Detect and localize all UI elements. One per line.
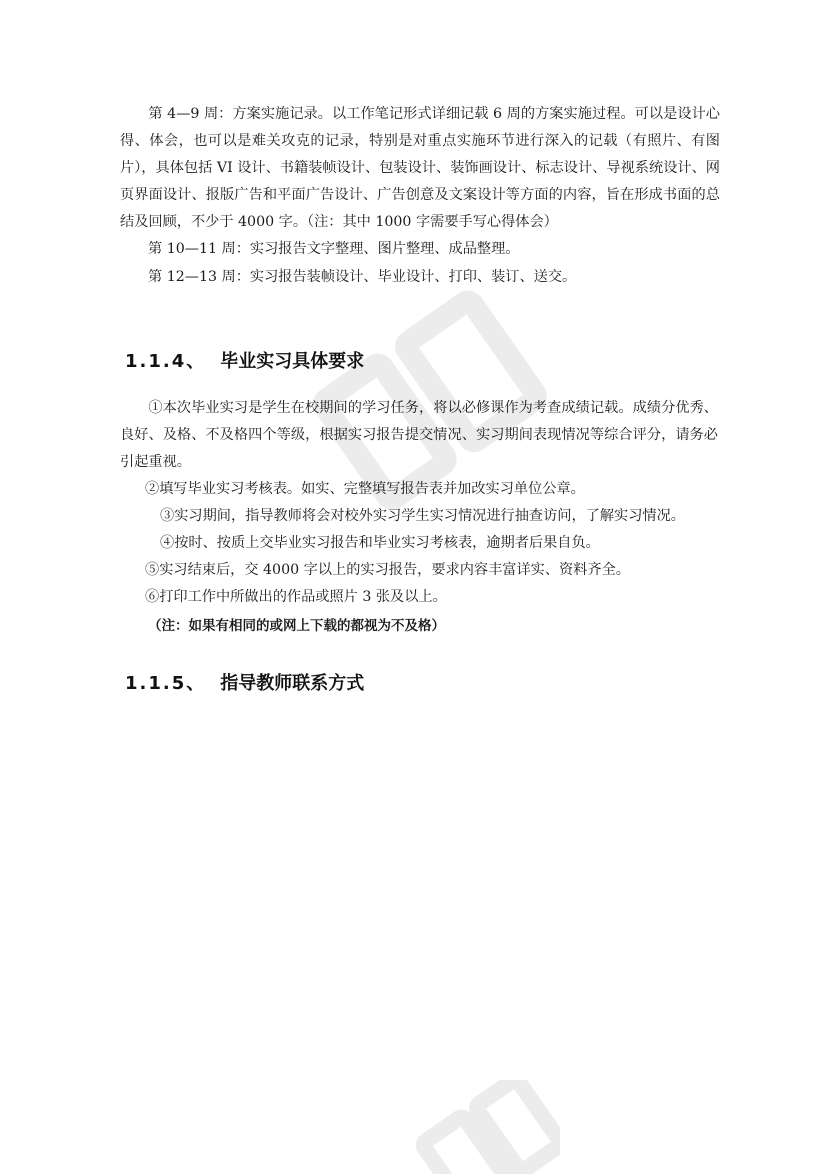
requirement-item-4: ④按时、按质上交毕业实习报告和毕业实习考核表，逾期者后果自负。 (160, 535, 600, 551)
section-heading-1-1-5 (125, 671, 364, 697)
requirement-item-1: ①本次毕业实习是学生在校期间的学习任务，将以必修课作为考查成绩记载。成绩分优秀、良好、及格、不及格四个等级，根据实习报告提交情况、实习期间表现情况等综合评分，请务必引起重视。 (120, 400, 718, 470)
requirement-item-5: ⑤实习结束后，交 4000 字以上的实习报告，要求内容丰富详实、资料齐全。 (145, 562, 630, 578)
paragraph-week-10-11: 第 10—11 周：实习报告文字整理、图片整理、成品整理。 (148, 241, 520, 257)
paragraph-week-4-9: 第 4—9 周：方案实施记录。以工作笔记形式详细记载 6 周的方案实施过程。可以是设计心得、体会，也可以是难关攻克的记录，特别是对重点实施环节进行深入的记载（有照片、有图片），具体包括 VI 设计、书籍装帧设计、包装设计、装饰画设计、标志设计、导视系统设计、网页界面设计、报版广告和平面广告设计、广告创意及文案设计等方面的内容，旨在形成书面的总结及回顾，不少于 4000 字。（注：其中 1000 字需要手写心得体会） (120, 106, 720, 230)
requirement-item-2: ②填写毕业实习考核表。如实、完整填写报告表并加改实习单位公章。 (145, 481, 585, 497)
paragraph-week-12-13: 第 12—13 周：实习报告装帧设计、毕业设计、打印、装订、送交。 (148, 269, 577, 285)
section-title: 指导教师联系方式 (220, 673, 365, 694)
section-title: 毕业实习具体要求 (220, 351, 365, 372)
watermark-graphic-bottom (400, 1080, 560, 1174)
requirement-note: （注：如果有相同的或网上下载的都视为不及格） (148, 618, 445, 634)
section-number: 1.1.5、 (125, 673, 207, 694)
section-number: 1.1.4、 (125, 351, 207, 372)
requirement-item-6: ⑥打印工作中所做出的作品或照片 3 张及以上。 (145, 589, 447, 605)
requirement-item-3: ③实习期间，指导教师将会对校外实习学生实习情况进行抽查访问，了解实习情况。 (160, 508, 685, 524)
section-heading-1-1-4 (125, 349, 364, 375)
